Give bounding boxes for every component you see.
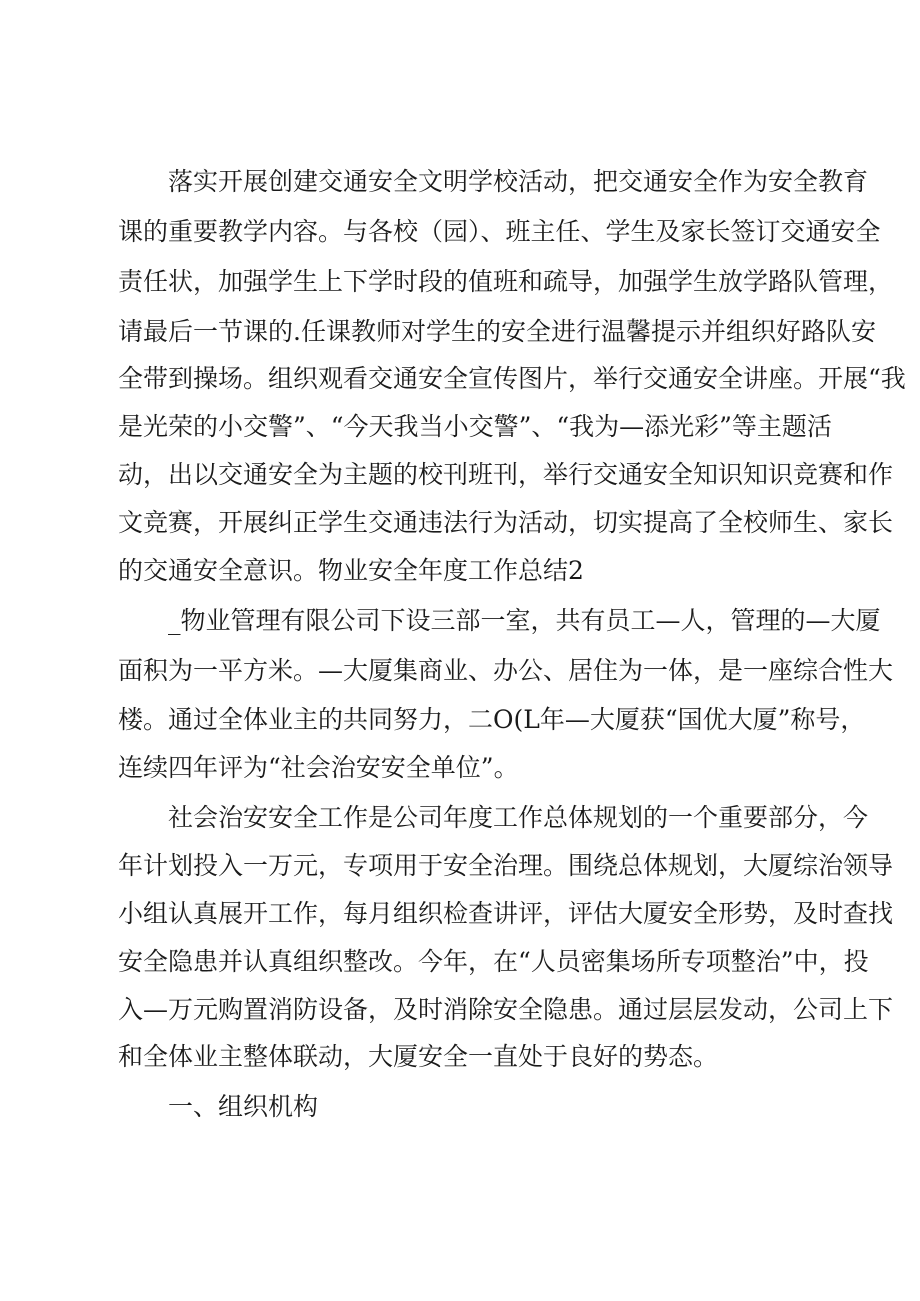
paragraph-line: 责任状，加强学生上下学时段的值班和疏导，加强学生放学路队管理， [118,267,894,296]
paragraph-line: 和全体业主整体联动，大厦安全一直处于良好的势态。 [118,1042,719,1071]
paragraph-line: 连续四年评为“社会治安安全单位”。 [118,753,519,782]
paragraph-line: 全带到操场。组织观看交通安全宣传图片，举行交通安全讲座。开展“我 [118,364,906,393]
paragraph-line: 动，出以交通安全为主题的校刊班刊，举行交通安全知识知识竞赛和作 [118,460,894,489]
paragraph-line: 的交通安全意识。物业安全年度工作总结2 [118,556,584,585]
paragraph-line: 是光荣的小交警”、“今天我当小交警”、“我为—添光彩”等主题活 [118,412,832,441]
paragraph-line: 落实开展创建交通安全文明学校活动，把交通安全作为安全教育 [168,167,869,196]
paragraph-line: 面积为一平方米。—大厦集商业、办公、居住为一体，是一座综合性大 [118,656,894,685]
paragraph-line: _物业管理有限公司下设三部一室，共有员工—人，管理的—大厦 [168,606,881,635]
paragraph-line: 年计划投入一万元，专项用于安全治理。围绕总体规划，大厦综治领导 [118,851,894,880]
paragraph-line: 入—万元购置消防设备，及时消除安全隐患。通过层层发动，公司上下 [118,995,894,1024]
paragraph-line: 社会治安安全工作是公司年度工作总体规划的一个重要部分，今 [168,803,869,832]
paragraph-line: 楼。通过全体业主的共同努力，二O(L年—大厦获“国优大厦”称号， [118,705,866,734]
paragraph-line: 文竞赛，开展纠正学生交通违法行为活动，切实提高了全校师生、家长 [118,508,894,537]
paragraph-line: 请最后一节课的.任课教师对学生的安全进行温馨提示并组织好路队安 [118,317,876,346]
paragraph-line: 小组认真展开工作，每月组织检查讲评，评估大厦安全形势，及时查找 [118,899,894,928]
paragraph-line: 安全隐患并认真组织整改。今年，在“人员密集场所专项整治”中，投 [118,947,869,976]
paragraph-line: 课的重要教学内容。与各校（园）、班主任、学生及家长签订交通安全 [118,217,881,246]
section-heading: 一、组织机构 [168,1092,319,1121]
